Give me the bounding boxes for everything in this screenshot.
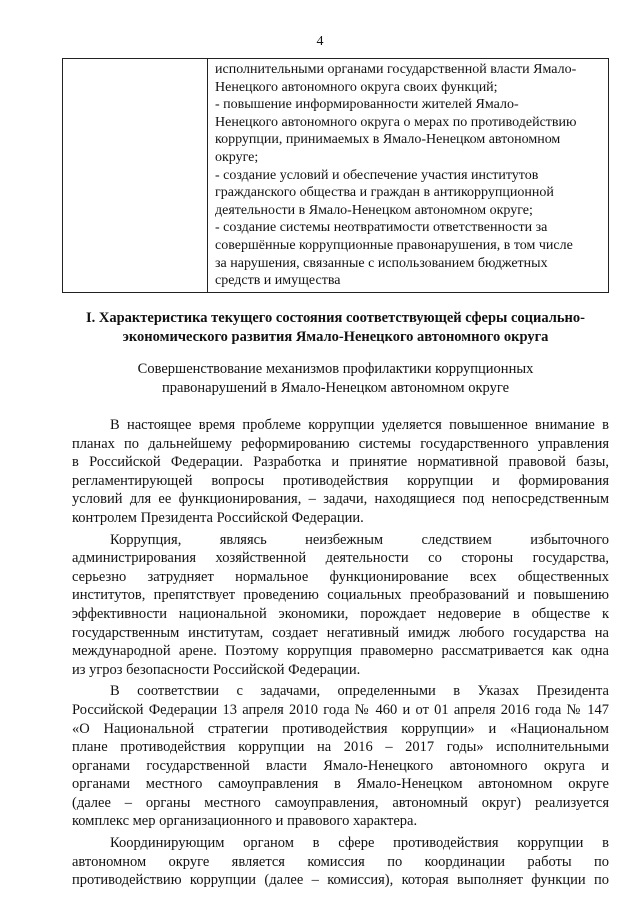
text-line: противодействию коррупции (далее – комиссия), которая выполняет функции по <box>72 872 609 889</box>
table-cell-line: - создание условий и обеспечение участия институтов <box>215 167 539 183</box>
table-left-cell <box>63 59 208 292</box>
text-line: администрирования хозяйственной деятельности со стороны государства, <box>72 550 609 567</box>
text-line: контролем Президента Российской Федерации. <box>72 509 364 526</box>
text-line: В соответствии с задачами, определенными в Указах Президента <box>110 683 609 700</box>
table-cell-line: за нарушения, связанные с использованием бюджетных <box>215 255 548 271</box>
paragraph <box>72 531 609 680</box>
text-line: Координирующим органом в сфере противодействия коррупции в <box>110 835 609 852</box>
table-cell-line: округе; <box>215 149 259 165</box>
text-line: планах по дальнейшему реформированию системы государственного управления <box>72 435 609 452</box>
text-line: в Российской Федерации. Разработка и принятие нормативной правовой базы, <box>72 454 609 471</box>
section-heading-line: I. Характеристика текущего состояния соответствующей сферы социально- <box>85 310 585 326</box>
text-line: органами местного самоуправления в Ямало-Ненецком автономном округе <box>72 776 609 793</box>
text-line: Российской Федерации 13 апреля 2010 года № 460 и от 01 апреля 2016 года № 147 <box>72 701 609 718</box>
text-line: условий для ее функционирования, – задачи, находящиеся под непосредственным <box>72 491 609 508</box>
paragraph <box>72 416 609 528</box>
sub-heading <box>62 360 609 398</box>
body-text <box>72 416 609 893</box>
table-cell-line: гражданского общества и граждан в антикоррупционной <box>215 185 554 201</box>
section-heading <box>62 309 609 347</box>
text-line: автономном округе является комиссия по координации работы по <box>72 853 609 870</box>
text-line: органами государственной власти Ямало-Ненецкого автономного округа и <box>72 757 609 774</box>
section-heading-line: экономического развития Ямало-Ненецкого автономного округа <box>122 329 549 345</box>
text-line: серьезно затрудняет нормальное функционирование всех общественных <box>72 568 609 585</box>
table-cell-line: - повышение информированности жителей Ямало- <box>215 97 519 113</box>
sub-heading-line: правонарушений в Ямало-Ненецком автономном округе <box>161 380 510 396</box>
text-line: плане противодействия коррупции на 2016 – 2017 годы» исполнительными <box>72 739 609 756</box>
table-cell-line: Ненецкого автономного округа своих функций; <box>215 79 498 95</box>
text-line: Коррупция, являясь неизбежным следствием избыточного <box>110 531 609 548</box>
sub-heading-line: Совершенствование механизмов профилактики коррупционных <box>137 361 534 377</box>
text-line: институтов, препятствует проведению социальных преобразований и повышению <box>72 587 609 604</box>
text-line: В настоящее время проблеме коррупции уделяется повышенное внимание в <box>110 417 609 433</box>
table-cell-line: Ненецкого автономного округа о мерах по противодействию <box>215 114 577 130</box>
table-cell-line: коррупции, принимаемых в Ямало-Ненецком автономном <box>215 132 561 148</box>
text-line: (далее – органы местного самоуправления, автономный округ) реализуется <box>72 794 609 811</box>
table-cell-line: деятельности в Ямало-Ненецком автономном округе; <box>215 202 533 218</box>
text-line: «О Национальной стратегии противодействия коррупции» и «Национальном <box>72 720 609 737</box>
table-cell-line: средств и имущества <box>215 273 341 289</box>
table-cell-line: совершённые коррупционные правонарушения, в том числе <box>215 237 573 253</box>
text-line: государственным институтам, создает негативный имидж любого государства на <box>72 624 609 641</box>
goals-table <box>62 58 609 293</box>
text-line: комплекс мер организационного и правового характера. <box>72 813 418 830</box>
paragraph <box>72 834 609 890</box>
table-cell-line: исполнительными органами государственной власти Ямало- <box>215 62 577 77</box>
paragraph <box>72 682 609 831</box>
table-cell-line: - создание системы неотвратимости ответственности за <box>215 220 548 236</box>
text-line: регламентирующей вопросы противодействия коррупции и формирования <box>72 472 609 489</box>
text-line: из угроз безопасности Российской Федерации. <box>72 661 361 678</box>
table-right-cell <box>215 61 604 290</box>
text-line: международной арене. Поэтому коррупция правомерно рассматривается как одна <box>72 643 609 660</box>
page-number: 4 <box>316 34 324 49</box>
text-line: эффективности национальной экономики, порождает недоверие в обществе к <box>72 605 609 622</box>
